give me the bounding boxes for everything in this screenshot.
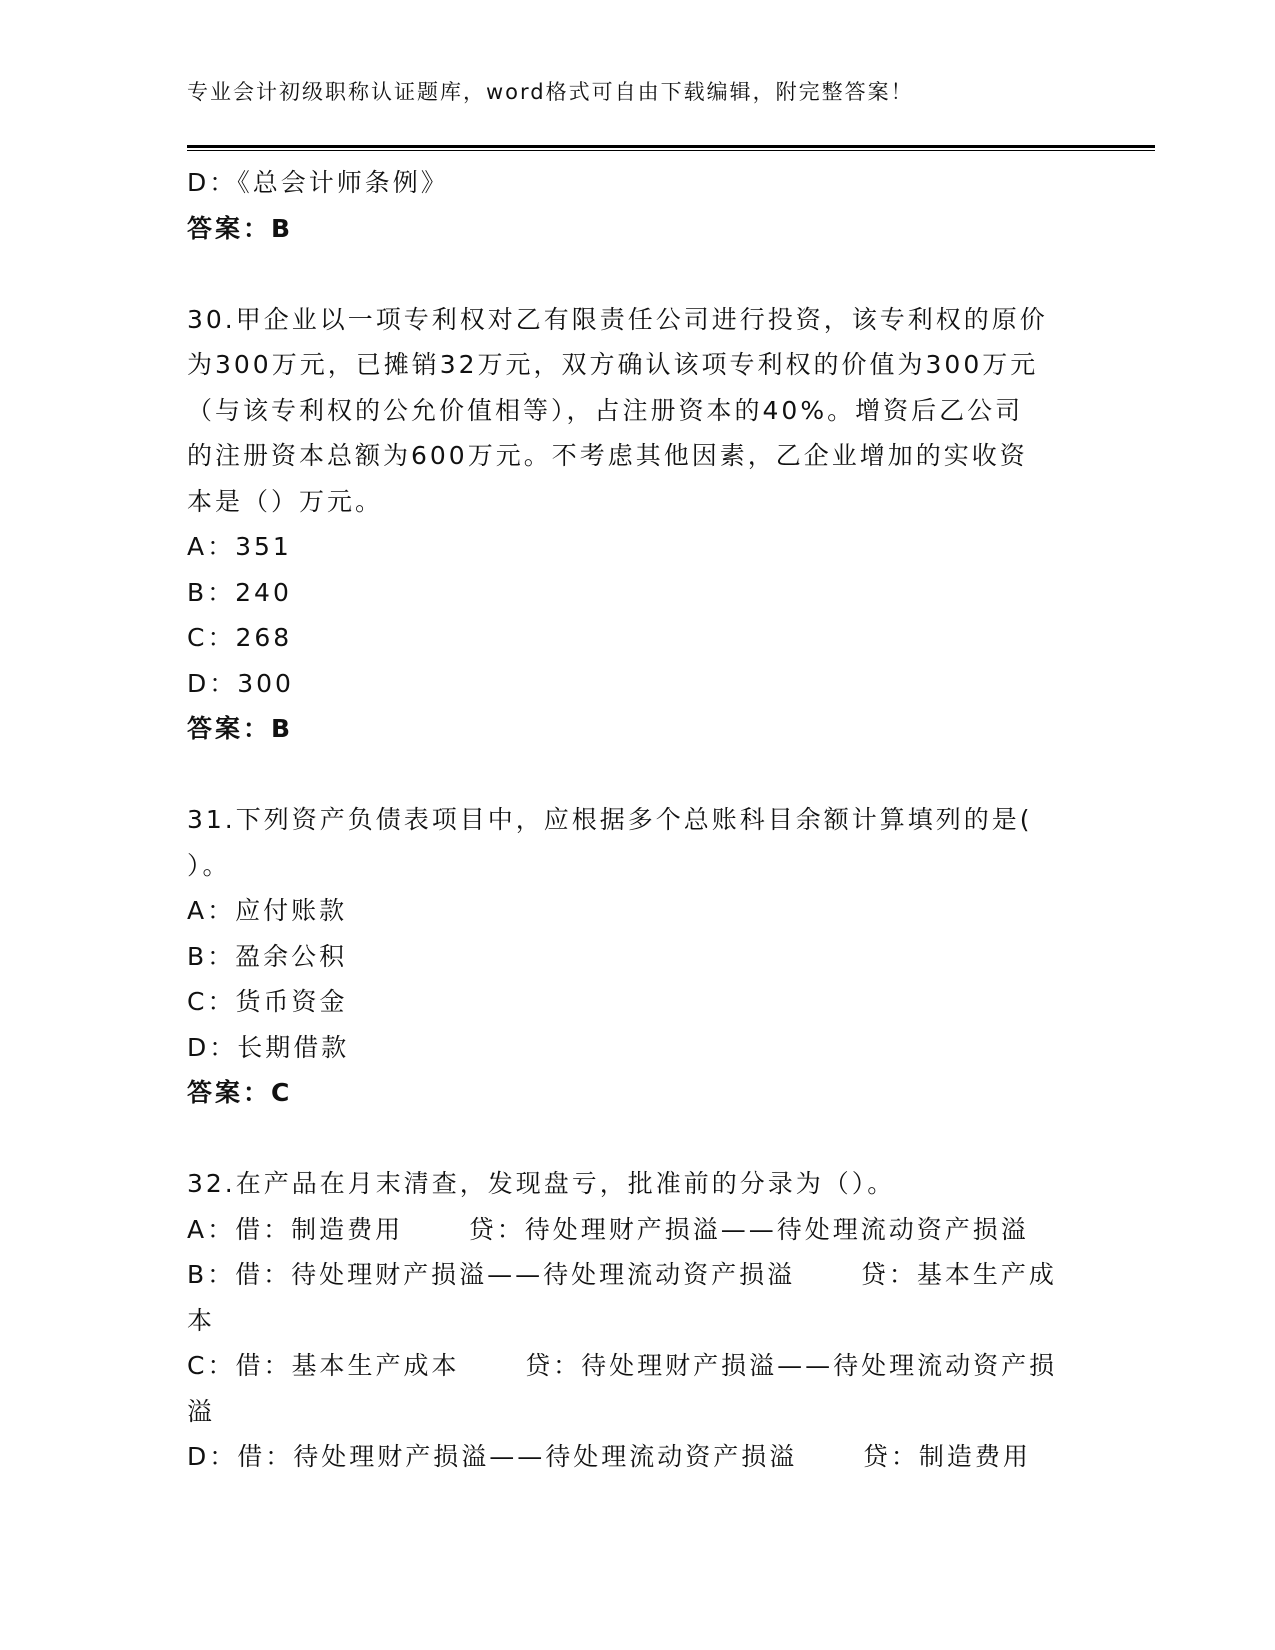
header-rule-thin bbox=[187, 150, 1155, 151]
option-d: D：300 bbox=[187, 668, 294, 698]
question-text-line: 30.甲企业以一项专利权对乙有限责任公司进行投资，该专利权的原价 bbox=[187, 304, 1048, 334]
option-c-cont: 溢 bbox=[187, 1396, 216, 1426]
question-31 bbox=[187, 797, 1067, 1116]
question-text-line: 31.下列资产负债表项目中，应根据多个总账科目余额计算填列的是( bbox=[187, 805, 1033, 834]
option-b: B：240 bbox=[187, 577, 292, 607]
spacer bbox=[187, 251, 1067, 297]
question-text-line: ）。 bbox=[187, 850, 231, 880]
spacer bbox=[187, 752, 1067, 798]
question-content bbox=[187, 160, 1067, 1480]
page-header: 专业会计初级职称认证题库，word格式可自由下载编辑，附完整答案！ bbox=[187, 80, 914, 104]
option-d: D：长期借款 bbox=[187, 1032, 350, 1062]
question-text-line: 32.在产品在月末清查，发现盘亏，批准前的分录为（）。 bbox=[187, 1169, 896, 1198]
option-b: B：盈余公积 bbox=[187, 941, 348, 971]
question-text-line: 本是（）万元。 bbox=[187, 486, 384, 516]
question-32 bbox=[187, 1161, 1067, 1480]
option-d: D：借：待处理财产损溢——待处理流动资产损溢 贷：制造费用 bbox=[187, 1442, 1031, 1471]
header-rule-thick bbox=[187, 145, 1155, 148]
option-a: A：351 bbox=[187, 532, 292, 561]
question-text-line: （与该专利权的公允价值相等），占注册资本的40%。增资后乙公司 bbox=[187, 395, 1024, 425]
option-b: B：借：待处理财产损溢——待处理流动资产损溢 贷：基本生产成 bbox=[187, 1260, 1057, 1289]
option-c: C：借：基本生产成本 贷：待处理财产损溢——待处理流动资产损 bbox=[187, 1351, 1058, 1380]
option-c: C：货币资金 bbox=[187, 987, 348, 1016]
option-c: C：268 bbox=[187, 623, 293, 652]
prev-option-d: D：《总会计师条例》 bbox=[187, 168, 449, 197]
option-a: A：应付账款 bbox=[187, 896, 348, 925]
question-text-line: 为300万元，已摊销32万元，双方确认该项专利权的价值为300万元 bbox=[187, 350, 1039, 379]
prev-answer: 答案：B bbox=[187, 213, 294, 243]
answer: 答案：C bbox=[187, 1078, 293, 1107]
option-b-cont: 本 bbox=[187, 1305, 216, 1335]
question-30 bbox=[187, 297, 1067, 752]
option-a: A：借：制造费用 贷：待处理财产损溢——待处理流动资产损溢 bbox=[187, 1214, 1029, 1244]
spacer bbox=[187, 1116, 1067, 1162]
question-text-line: 的注册资本总额为600万元。不考虑其他因素，乙企业增加的实收资 bbox=[187, 441, 1028, 470]
answer: 答案：B bbox=[187, 714, 294, 743]
